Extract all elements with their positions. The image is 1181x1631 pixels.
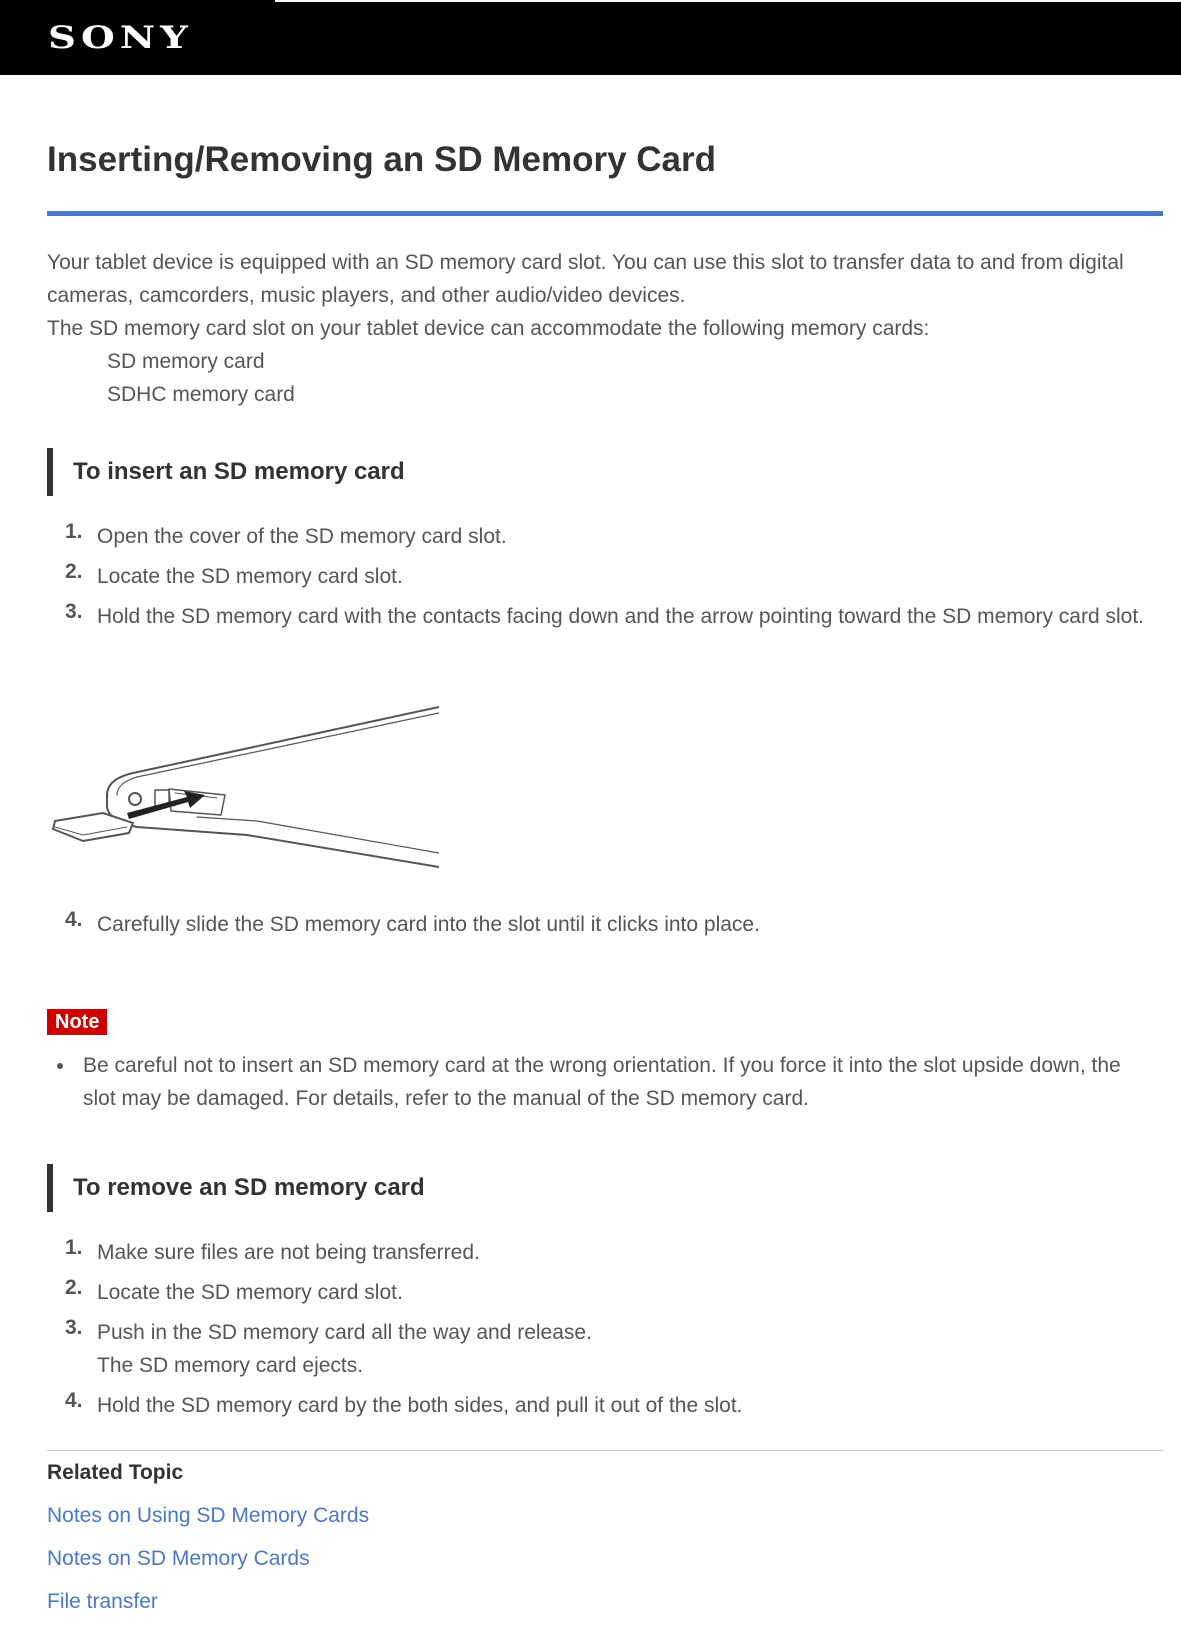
step-item <box>65 1236 1165 1276</box>
step-text: Make sure files are not being transferred. <box>97 1241 480 1264</box>
intro-text <box>47 246 1147 411</box>
step-item <box>65 1276 1165 1316</box>
remove-section-heading <box>47 1164 1047 1212</box>
step-item <box>65 600 1165 633</box>
step-item <box>65 1316 1165 1389</box>
step-number: 4. <box>65 908 83 931</box>
step-item <box>65 908 1165 941</box>
headphone-jack-icon <box>129 793 141 805</box>
step-text: Hold the SD memory card with the contacts facing down and the arrow pointing toward the SD memory card slot. <box>97 605 1144 628</box>
step-item <box>65 1389 1165 1422</box>
intro-paragraph: Your tablet device is equipped with an SD memory card slot. You can use this slot to transfer data to and from digital cameras, camcorders, music players, and other audio/video devices. <box>47 251 1124 307</box>
remove-heading-text: To remove an SD memory card <box>73 1174 425 1201</box>
related-link[interactable]: Notes on Using SD Memory Cards <box>47 1504 370 1527</box>
step-item <box>65 520 1165 560</box>
intro-paragraph: The SD memory card slot on your tablet device can accommodate the following memory cards: <box>47 317 930 340</box>
related-topic-title: Related Topic <box>47 1461 184 1484</box>
step-number: 3. <box>65 1316 83 1339</box>
header-edge-line <box>275 0 1181 2</box>
card-type-item: SDHC memory card <box>107 383 295 406</box>
insert-heading-text: To insert an SD memory card <box>73 458 405 485</box>
section-marker <box>47 448 53 496</box>
step-number: 4. <box>65 1389 83 1412</box>
related-link-item <box>47 1545 369 1588</box>
related-divider <box>47 1450 1163 1451</box>
related-links <box>47 1502 369 1631</box>
page-title: Inserting/Removing an SD Memory Card <box>47 140 717 179</box>
note-list <box>57 1049 1157 1115</box>
insert-steps <box>65 520 1165 633</box>
sd-card-insertion-illustration <box>47 695 439 875</box>
step-text: Hold the SD memory card by the both sides, and pull it out of the slot. <box>97 1394 743 1417</box>
note-badge: Note <box>47 1009 107 1035</box>
step-text: Carefully slide the SD memory card into the slot until it clicks into place. <box>97 913 760 936</box>
note-text: Be careful not to insert an SD memory card at the wrong orientation. If you force it into the slot upside down, the slot may be damaged. For details, refer to the manual of the SD memory card. <box>83 1054 1121 1110</box>
sd-card-icon <box>53 813 133 841</box>
step-text: Open the cover of the SD memory card slot. <box>97 525 507 548</box>
step-result-text: The SD memory card ejects. <box>97 1354 364 1377</box>
insert-section-heading <box>47 448 1047 496</box>
related-link[interactable]: File transfer <box>47 1590 158 1613</box>
remove-steps <box>65 1236 1165 1422</box>
step-number: 3. <box>65 600 83 623</box>
step-text: Locate the SD memory card slot. <box>97 1281 403 1304</box>
section-marker <box>47 1164 53 1212</box>
bullet-icon <box>57 1063 63 1069</box>
note-item <box>57 1049 1157 1115</box>
related-link-item <box>47 1588 369 1631</box>
step-number: 1. <box>65 520 83 543</box>
related-link[interactable]: Notes on SD Memory Cards <box>47 1547 310 1570</box>
card-type-item: SD memory card <box>107 350 265 373</box>
related-link-item <box>47 1502 369 1545</box>
step-text: Locate the SD memory card slot. <box>97 565 403 588</box>
title-divider <box>47 211 1163 216</box>
header-bar <box>0 0 1181 75</box>
step-number: 2. <box>65 1276 83 1299</box>
step-number: 1. <box>65 1236 83 1259</box>
insert-steps-continued <box>65 908 1165 941</box>
step-text: Push in the SD memory card all the way and release. <box>97 1321 592 1344</box>
tablet-body-outline <box>107 707 439 867</box>
sony-logo[interactable]: SONY <box>48 20 193 56</box>
tablet-edge-line <box>117 713 439 795</box>
step-number: 2. <box>65 560 83 583</box>
step-item <box>65 560 1165 600</box>
